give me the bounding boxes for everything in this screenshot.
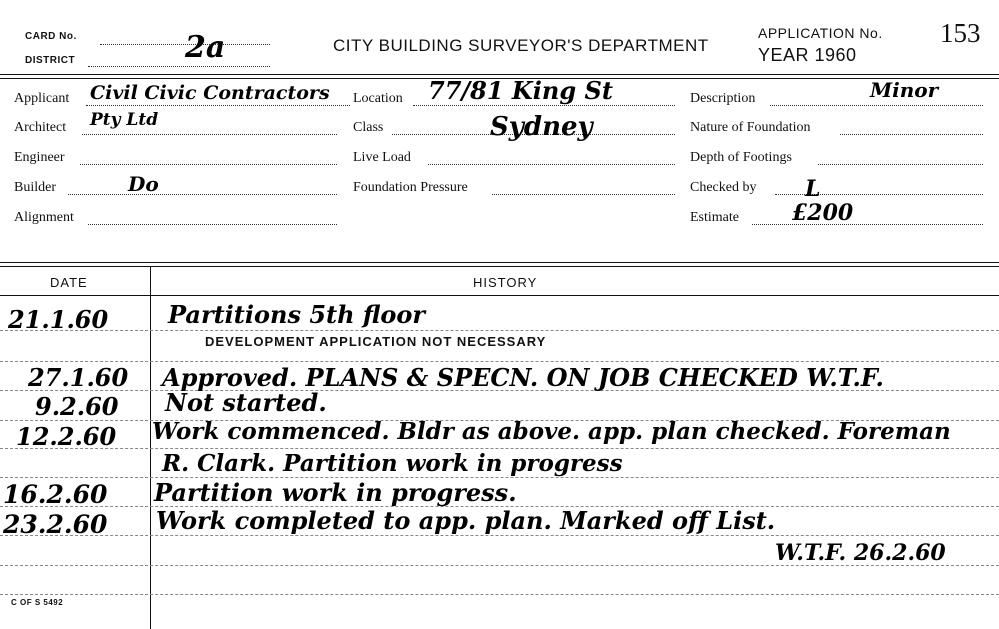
- history-text-4: Not started.: [165, 388, 327, 417]
- history-signature: W.T.F. 26.2.60: [775, 540, 946, 566]
- builder-value: Do: [128, 172, 159, 196]
- foundation-pressure-line: [492, 194, 675, 195]
- history-text-8: Work completed to app. plan. Marked off List.: [156, 506, 776, 535]
- estimate-label: Estimate: [690, 210, 739, 225]
- location-value: 77/81 King St: [428, 76, 613, 105]
- class-value: Sydney: [490, 112, 593, 142]
- engineer-line: [80, 164, 337, 165]
- header-rule: [0, 74, 999, 75]
- foundation-pressure-label: Foundation Pressure: [353, 180, 468, 195]
- live-load-label: Live Load: [353, 150, 411, 165]
- history-date-7: 16.2.60: [3, 480, 108, 509]
- history-text-7: Partition work in progress.: [154, 478, 517, 507]
- description-value: Minor: [870, 78, 939, 102]
- description-label: Description: [690, 91, 756, 106]
- department-title: CITY BUILDING SURVEYOR'S DEPARTMENT: [333, 36, 709, 55]
- history-text-1: Partitions 5th floor: [168, 300, 426, 329]
- history-text-6: R. Clark. Partition work in progress: [162, 450, 623, 477]
- row-line: [0, 594, 999, 595]
- class-label: Class: [353, 120, 384, 135]
- architect-value: Pty Ltd: [90, 110, 159, 130]
- application-no-label: APPLICATION No.: [758, 25, 883, 41]
- row-line: [0, 448, 999, 449]
- history-date-5: 12.2.60: [16, 422, 117, 451]
- builder-line: [68, 194, 337, 195]
- depth-of-footings-line: [818, 164, 983, 165]
- alignment-line: [88, 224, 337, 225]
- live-load-line: [428, 164, 675, 165]
- history-date-4: 9.2.60: [35, 392, 119, 421]
- district-line: [88, 66, 270, 67]
- date-header: DATE: [50, 275, 88, 290]
- row-line: [0, 361, 999, 362]
- alignment-label: Alignment: [14, 210, 74, 225]
- description-line: [770, 105, 983, 106]
- year-label: YEAR 1960: [758, 45, 857, 65]
- form-code: C OF S 5492: [11, 598, 64, 607]
- application-no-value: 153: [940, 18, 981, 48]
- history-date-1: 21.1.60: [8, 305, 109, 334]
- card-no-label: CARD No.: [25, 31, 77, 42]
- row-line: [0, 330, 999, 331]
- applicant-value: Civil Civic Contractors: [90, 82, 330, 104]
- history-header: HISTORY: [473, 275, 538, 290]
- estimate-value: £200: [792, 200, 854, 226]
- history-date-8: 23.2.60: [3, 510, 108, 539]
- row-line: [0, 535, 999, 536]
- history-text-5: Work commenced. Bldr as above. app. plan checked. Foreman: [152, 418, 951, 445]
- checked-by-label: Checked by: [690, 180, 757, 195]
- applicant-label: Applicant: [14, 91, 70, 106]
- estimate-line: [752, 224, 983, 225]
- history-text-2: DEVELOPMENT APPLICATION NOT NECESSARY: [205, 334, 547, 349]
- checked-by-value: L: [805, 176, 821, 202]
- district-label: DISTRICT: [25, 55, 76, 66]
- history-top-rule: [0, 262, 999, 263]
- history-date-3: 27.1.60: [28, 363, 129, 392]
- location-label: Location: [353, 91, 403, 106]
- builder-label: Builder: [14, 180, 56, 195]
- applicant-line: [86, 105, 350, 106]
- district-value: 2a: [185, 30, 226, 65]
- architect-label: Architect: [14, 120, 67, 135]
- location-line: [413, 105, 675, 106]
- engineer-label: Engineer: [14, 150, 65, 165]
- nature-of-foundation-label: Nature of Foundation: [690, 120, 811, 135]
- architect-line: [82, 134, 337, 135]
- history-text-3-content: Approved. PLANS & SPECN. ON JOB CHECKED W.T.F.: [162, 363, 884, 392]
- nature-of-foundation-line: [840, 134, 983, 135]
- depth-of-footings-label: Depth of Footings: [690, 150, 792, 165]
